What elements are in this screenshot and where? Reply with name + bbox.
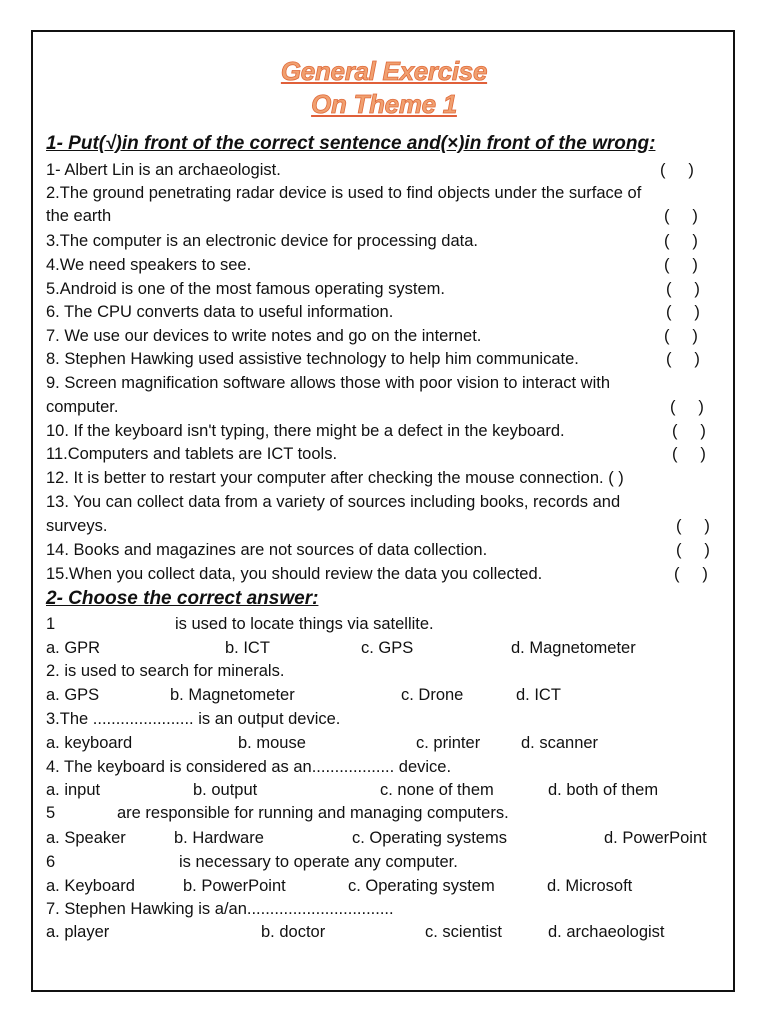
mcq-5-option-c[interactable]: c. Operating systems <box>352 829 507 847</box>
mcq-4-question: 4. The keyboard is considered as an.................. device. <box>46 758 452 776</box>
tf-item-15: 15.When you collect data, you should review the data you collected. <box>46 565 543 583</box>
mcq-1-option-d[interactable]: d. Magnetometer <box>511 639 636 657</box>
answer-blank-14[interactable]: ( ) <box>676 541 710 559</box>
mcq-6-option-d[interactable]: d. Microsoft <box>547 877 633 895</box>
mcq-7-option-b[interactable]: b. doctor <box>261 923 326 941</box>
answer-blank-8[interactable]: ( ) <box>666 350 700 368</box>
answer-blank-4[interactable]: ( ) <box>664 256 698 274</box>
tf-item-11: 11.Computers and tablets are ICT tools. <box>46 445 338 463</box>
tf-item-5: 5.Android is one of the most famous operating system. <box>46 280 445 298</box>
mcq-5-option-a[interactable]: a. Speaker <box>46 829 126 847</box>
tf-item-14: 14. Books and magazines are not sources of data collection. <box>46 541 488 559</box>
tf-item-7: 7. We use our devices to write notes and go on the internet. <box>46 327 482 345</box>
mcq-5-number: 5 <box>46 804 56 822</box>
mcq-1-option-b[interactable]: b. ICT <box>225 639 270 657</box>
answer-blank-13[interactable]: ( ) <box>676 517 710 535</box>
worksheet-subtitle: On Theme 1 <box>311 89 457 119</box>
mcq-7-option-a[interactable]: a. player <box>46 923 110 941</box>
answer-blank-2[interactable]: ( ) <box>664 207 698 225</box>
answer-blank-9[interactable]: ( ) <box>670 398 704 416</box>
answer-blank-1[interactable]: ( ) <box>660 161 694 179</box>
mcq-5-question: are responsible for running and managing computers. <box>117 804 509 822</box>
mcq-1-option-a[interactable]: a. GPR <box>46 639 101 657</box>
mcq-4-option-b[interactable]: b. output <box>193 781 258 799</box>
mcq-3-option-c[interactable]: c. printer <box>416 734 481 752</box>
section1-heading: 1- Put(√)in front of the correct sentence and(×)in front of the wrong: <box>46 133 656 154</box>
mcq-1-option-c[interactable]: c. GPS <box>361 639 414 657</box>
mcq-7-option-d[interactable]: d. archaeologist <box>548 923 665 941</box>
mcq-6-option-a[interactable]: a. Keyboard <box>46 877 135 895</box>
mcq-3-option-a[interactable]: a. keyboard <box>46 734 133 752</box>
tf-item-12: 12. It is better to restart your computer after checking the mouse connection. ( ) <box>46 469 624 487</box>
answer-blank-6[interactable]: ( ) <box>666 303 700 321</box>
mcq-6-option-b[interactable]: b. PowerPoint <box>183 877 286 895</box>
mcq-4-option-d[interactable]: d. both of them <box>548 781 659 799</box>
tf-item-13-cont: surveys. <box>46 517 108 535</box>
mcq-5-option-b[interactable]: b. Hardware <box>174 829 264 847</box>
tf-item-8: 8. Stephen Hawking used assistive technology to help him communicate. <box>46 350 579 368</box>
tf-item-6: 6. The CPU converts data to useful information. <box>46 303 394 321</box>
tf-item-13: 13. You can collect data from a variety of sources including books, records and <box>46 493 621 511</box>
mcq-2-question: 2. is used to search for minerals. <box>46 662 285 680</box>
tf-item-9: 9. Screen magnification software allows those with poor vision to interact with <box>46 374 611 392</box>
tf-item-4: 4.We need speakers to see. <box>46 256 252 274</box>
answer-blank-11[interactable]: ( ) <box>672 445 706 463</box>
answer-blank-15[interactable]: ( ) <box>674 565 708 583</box>
section2-heading: 2- Choose the correct answer: <box>46 588 319 609</box>
mcq-3-question: 3.The ...................... is an output device. <box>46 710 341 728</box>
mcq-6-option-c[interactable]: c. Operating system <box>348 877 495 895</box>
worksheet-title: General Exercise <box>280 56 488 86</box>
mcq-7-option-c[interactable]: c. scientist <box>425 923 503 941</box>
mcq-2-option-c[interactable]: c. Drone <box>401 686 464 704</box>
mcq-2-option-b[interactable]: b. Magnetometer <box>170 686 295 704</box>
answer-blank-7[interactable]: ( ) <box>664 327 698 345</box>
mcq-1-number: 1 <box>46 615 56 633</box>
mcq-2-option-d[interactable]: d. ICT <box>516 686 561 704</box>
mcq-3-option-b[interactable]: b. mouse <box>238 734 306 752</box>
mcq-1-question: is used to locate things via satellite. <box>175 615 434 633</box>
tf-item-3: 3.The computer is an electronic device for processing data. <box>46 232 478 250</box>
answer-blank-10[interactable]: ( ) <box>672 422 706 440</box>
mcq-5-option-d[interactable]: d. PowerPoint <box>604 829 707 847</box>
mcq-4-option-a[interactable]: a. input <box>46 781 101 799</box>
answer-blank-5[interactable]: ( ) <box>666 280 700 298</box>
tf-item-10: 10. If the keyboard isn't typing, there might be a defect in the keyboard. <box>46 422 565 440</box>
mcq-6-question: is necessary to operate any computer. <box>179 853 458 871</box>
mcq-4-option-c[interactable]: c. none of them <box>380 781 494 799</box>
mcq-7-question: 7. Stephen Hawking is a/an................................ <box>46 900 394 918</box>
mcq-6-number: 6 <box>46 853 56 871</box>
tf-item-9-cont: computer. <box>46 398 119 416</box>
answer-blank-3[interactable]: ( ) <box>664 232 698 250</box>
mcq-3-option-d[interactable]: d. scanner <box>521 734 599 752</box>
tf-item-2: 2.The ground penetrating radar device is used to find objects under the surface of <box>46 184 642 202</box>
tf-item-2-cont: the earth <box>46 207 112 225</box>
tf-item-1: 1- Albert Lin is an archaeologist. <box>46 161 281 179</box>
mcq-2-option-a[interactable]: a. GPS <box>46 686 100 704</box>
